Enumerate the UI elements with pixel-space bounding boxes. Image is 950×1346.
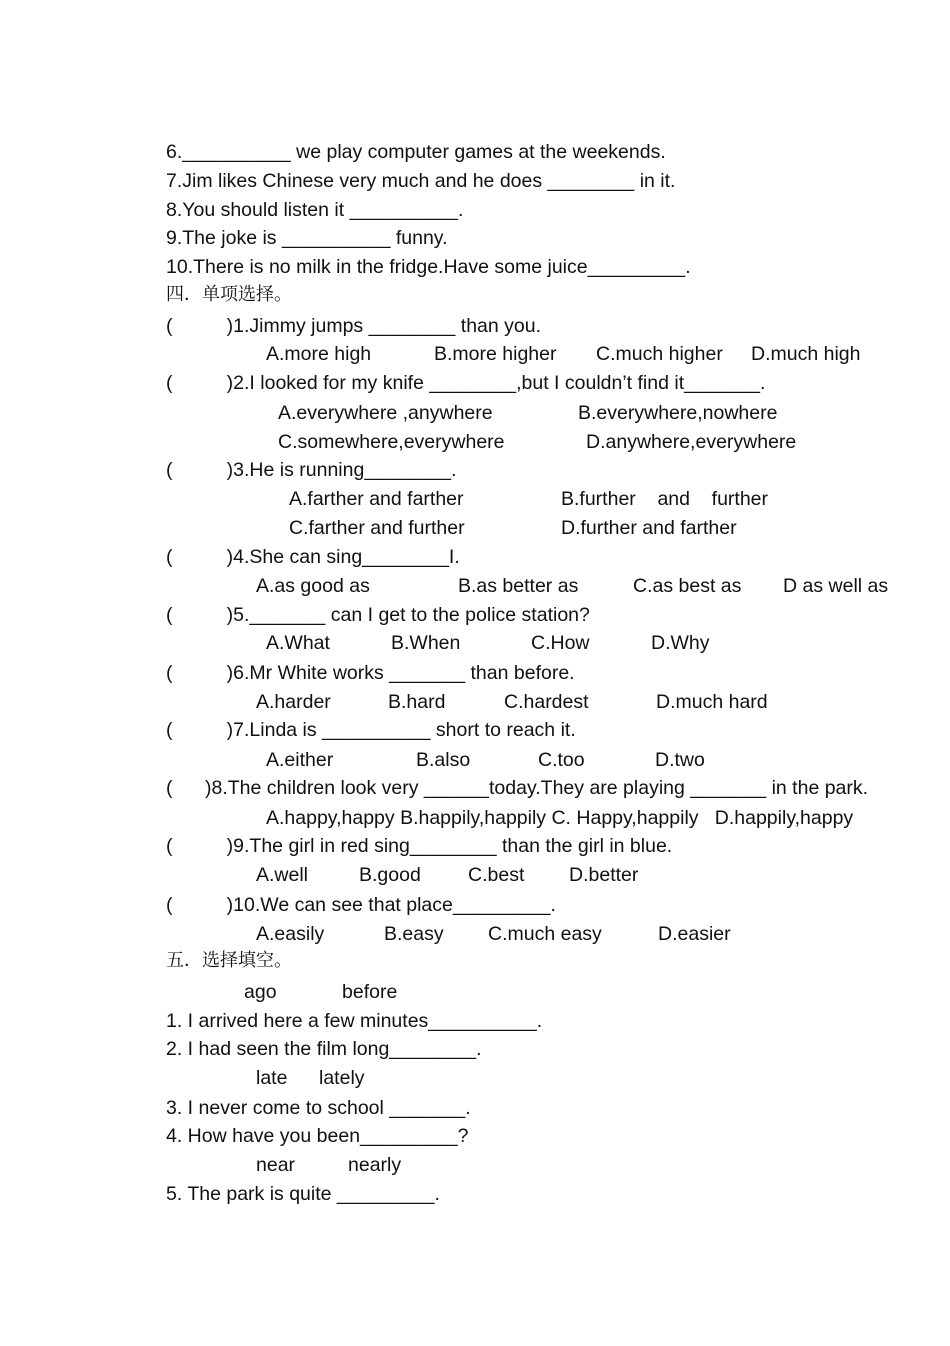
option: D.easier	[658, 923, 731, 945]
word-choice: nearly	[348, 1154, 402, 1176]
question-line: ( )4.She can sing________I.	[166, 546, 460, 568]
option: C.much easy	[488, 923, 602, 945]
option: D.further and farther	[561, 517, 737, 539]
question-line: 4. How have you been_________?	[166, 1125, 469, 1147]
option: D.two	[655, 749, 705, 771]
question-line: 8.You should listen it __________.	[166, 199, 464, 221]
question-line: ( )2.I looked for my knife ________,but I couldn’t find it_______.	[166, 372, 766, 394]
option: A.as good as	[256, 575, 370, 597]
option: A.happy,happy B.happily,happily C. Happy,happily D.happily,happy	[266, 807, 854, 829]
option: D.Why	[651, 632, 710, 654]
question-line: 5. The park is quite _________.	[166, 1183, 440, 1205]
option: D as well as	[783, 575, 889, 597]
option: C.as best as	[633, 575, 742, 597]
option: A.easily	[256, 923, 325, 945]
word-choice: ago	[244, 981, 277, 1003]
question-line: 7.Jim likes Chinese very much and he does ________ in it.	[166, 170, 676, 192]
question-line: ( )9.The girl in red sing________ than the girl in blue.	[166, 835, 673, 857]
word-choice: near	[256, 1154, 296, 1176]
question-line: 9.The joke is __________ funny.	[166, 227, 448, 249]
option: B.also	[416, 749, 471, 771]
option: C.hardest	[504, 691, 589, 713]
word-choice: late	[256, 1067, 288, 1089]
question-line: 2. I had seen the film long________.	[166, 1038, 482, 1060]
option: A.What	[266, 632, 330, 654]
option: A.everywhere ,anywhere	[278, 402, 493, 424]
question-line: ( )3.He is running________.	[166, 459, 457, 481]
option: C.How	[531, 632, 590, 654]
option: C.best	[468, 864, 525, 886]
section-heading: 四．单项选择。	[166, 284, 292, 305]
word-choice: lately	[319, 1067, 365, 1089]
question-line: ( )6.Mr White works _______ than before.	[166, 662, 575, 684]
option: C.farther and further	[289, 517, 465, 539]
option: B.further and further	[561, 488, 769, 510]
option: B.easy	[384, 923, 444, 945]
option: B.When	[391, 632, 461, 654]
option: D.much hard	[656, 691, 768, 713]
option: D.anywhere,everywhere	[586, 431, 797, 453]
word-choice: before	[342, 981, 398, 1003]
option: B.everywhere,nowhere	[578, 402, 778, 424]
question-line: 3. I never come to school _______.	[166, 1097, 471, 1119]
option: A.more high	[266, 343, 372, 365]
option: B.as better as	[458, 575, 579, 597]
question-line: ( )5._______ can I get to the police station?	[166, 604, 590, 626]
section-heading: 五．选择填空。	[166, 950, 292, 971]
option: C.much higher	[596, 343, 723, 365]
question-line: 10.There is no milk in the fridge.Have some juice_________.	[166, 256, 691, 278]
option: D.much high	[751, 343, 861, 365]
option: B.more higher	[434, 343, 557, 365]
option: C.too	[538, 749, 585, 771]
option: C.somewhere,everywhere	[278, 431, 505, 453]
question-line: ( )8.The children look very ______today.They are playing _______ in the park.	[166, 777, 869, 799]
question-line: ( )10.We can see that place_________.	[166, 894, 556, 916]
question-line: ( )7.Linda is __________ short to reach it.	[166, 719, 576, 741]
option: B.good	[359, 864, 421, 886]
option: A.either	[266, 749, 334, 771]
question-line: 1. I arrived here a few minutes__________.	[166, 1010, 543, 1032]
option: A.harder	[256, 691, 331, 713]
option: D.better	[569, 864, 639, 886]
option: A.well	[256, 864, 309, 886]
option: B.hard	[388, 691, 446, 713]
question-line: 6.__________ we play computer games at the weekends.	[166, 141, 666, 163]
option: A.farther and farther	[289, 488, 464, 510]
question-line: ( )1.Jimmy jumps ________ than you.	[166, 315, 542, 337]
